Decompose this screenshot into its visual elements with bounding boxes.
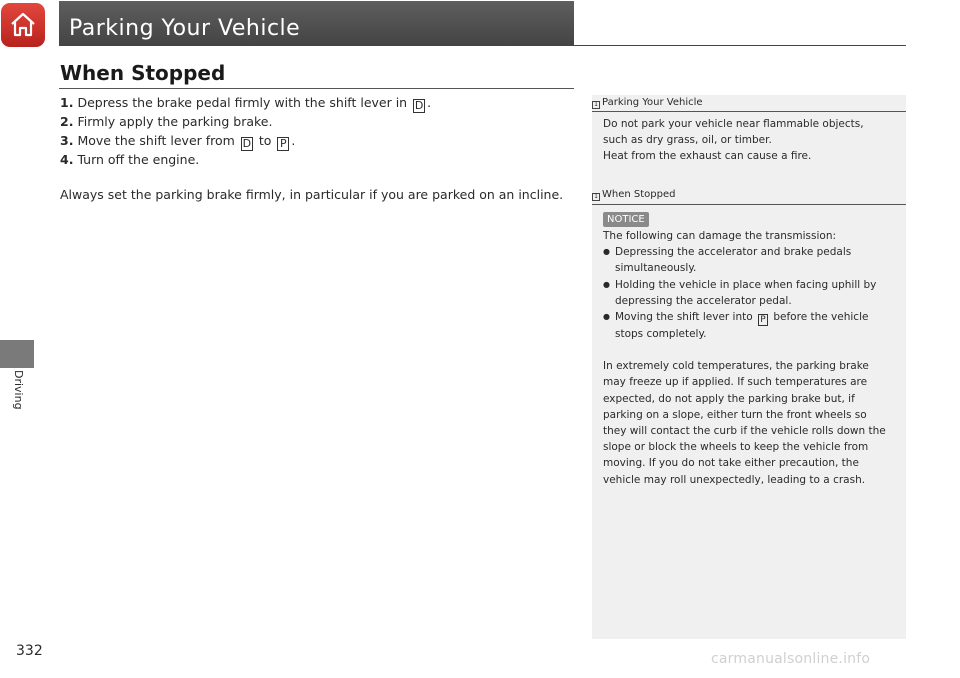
section-divider	[59, 88, 574, 89]
chapter-label: Driving	[12, 370, 25, 410]
shift-position-d-icon: D	[414, 99, 424, 112]
cold-weather-note: In extremely cold temperatures, the parking brake may freeze up if applied. If such temperatures are expected, do not apply the parking brake but, if parking on a slope, either turn the front wheels so they will contact the curb if the vehicle rolls down the slope or block the wheels to keep the vehicle from moving. If you do not take either precaution, the vehicle may roll unexpectedly, leading to a crash.	[603, 360, 886, 486]
home-button[interactable]	[1, 3, 45, 47]
page-title-bar	[59, 1, 574, 45]
shift-position-d-icon: D	[242, 136, 252, 150]
page-title: Parking Your Vehicle	[69, 16, 301, 41]
incline-note: Always set the parking brake firmly, in particular if you are parked on an incline.	[60, 187, 564, 202]
step-list	[60, 94, 570, 169]
notice-bullet-1: ● Depressing the accelerator and brake pedals simultaneously.	[603, 244, 898, 276]
notice-badge: NOTICE	[603, 212, 649, 227]
home-icon	[8, 9, 38, 39]
flammable-warning: Do not park your vehicle near flammable objects, such as dry grass, oil, or timber. Heat from the exhaust can cause a fire.	[603, 118, 864, 163]
reference-mark-icon: 1	[592, 101, 600, 109]
page-number: 332	[16, 643, 43, 659]
sidebar-heading-stopped: 1 When Stopped	[592, 189, 675, 201]
watermark: carmanualsonline.info	[711, 651, 871, 667]
shift-position-p-icon: P	[758, 314, 768, 326]
sidebar-divider	[592, 111, 906, 112]
sidebar-divider	[592, 204, 906, 205]
step-1: 1. Depress the brake pedal firmly with the shift lever in D .	[60, 95, 432, 112]
step-4: 4. Turn off the engine.	[60, 151, 200, 167]
transmission-notice: NOTICE The following can damage the transmission: ● Depressing the accelerator and brake pedals simultaneously. ● Holding the vehicle in place when facing uphill by depressing the accelerator pedal. ● Moving the shift lever into P before the vehicle stops completely. In extremely cold temperatures, the parking brake may freeze up if applied. If such temperatures are expected, do not apply the parking brake but, if parking on a slope, either turn the front wheels so they will contact the curb if the vehicle rolls down the slope or block the wheels to keep the vehicle from moving. If you do not take either precaution, the vehicle may roll unexpectedly, leading to a crash.	[603, 211, 898, 488]
step-3: 3. Move the shift lever from D to P .	[60, 132, 296, 150]
reference-mark-icon: 1	[592, 193, 600, 201]
step-2: 2. Firmly apply the parking brake.	[60, 114, 273, 129]
notice-bullet-3: ● Moving the shift lever into P before the vehicle stops completely.	[603, 309, 898, 342]
title-divider	[59, 45, 906, 46]
chapter-tab[interactable]	[0, 340, 34, 368]
sidebar-notes	[592, 95, 906, 639]
sidebar-heading-parking: 1 Parking Your Vehicle	[592, 97, 703, 109]
section-heading: When Stopped	[60, 61, 226, 85]
shift-position-p-icon: P	[277, 137, 289, 151]
notice-bullet-2: ● Holding the vehicle in place when facing uphill by depressing the accelerator pedal.	[603, 277, 898, 309]
